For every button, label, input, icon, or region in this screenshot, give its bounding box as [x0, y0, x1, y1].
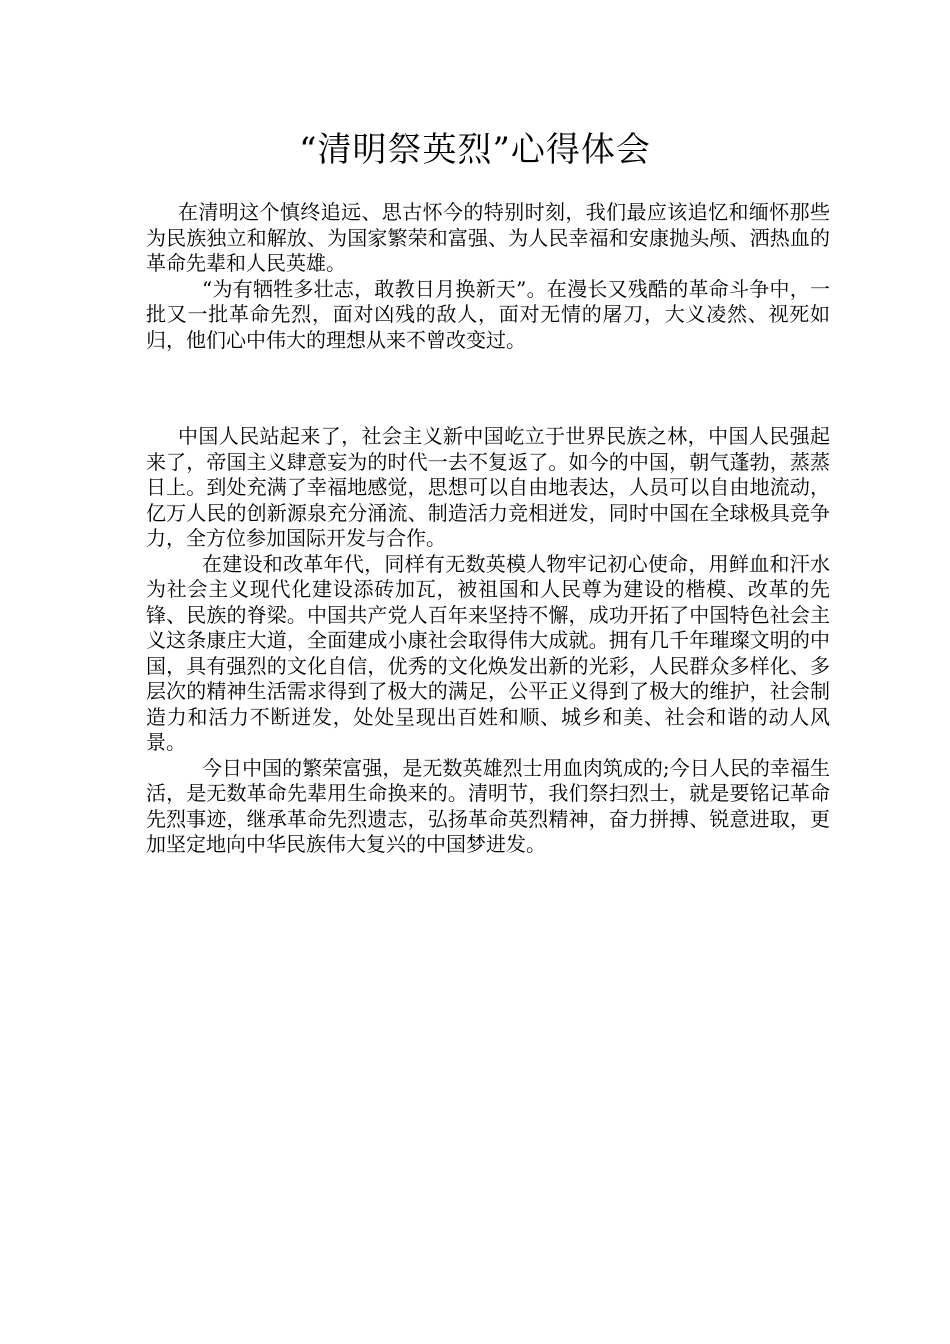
- paragraph-5: 今日中国的繁荣富强，是无数英雄烈士用血肉筑成的;今日人民的幸福生活，是无数革命先辈用生命换来的。清明节，我们祭扫烈士，就是要铭记革命先烈事迹，继承革命先烈遗志，弘扬革命英烈精神，奋力拼搏、锐意进取，更加坚定地向中华民族伟大复兴的中国梦进发。: [146, 755, 830, 856]
- text-block-lower: [146, 424, 830, 858]
- paragraph-1: 在清明这个慎终追远、思古怀今的特别时刻，我们最应该追忆和缅怀那些为民族独立和解放、为国家繁荣和富强、为人民幸福和安康抛头颅、洒热血的革命先辈和人民英雄。: [146, 200, 830, 275]
- paragraph-4: 在建设和改革年代，同样有无数英模人物牢记初心使命，用鲜血和汗水为社会主义现代化建设添砖加瓦，被祖国和人民尊为建设的楷模、改革的先锋、民族的脊梁。中国共产党人百年来坚持不懈，成功开拓了中国特色社会主义这条康庄大道，全面建成小康社会取得伟大成就。拥有几千年璀璨文明的中国，具有强烈的文化自信，优秀的文化焕发出新的光彩，人民群众多样化、多层次的精神生活需求得到了极大的满足，公平正义得到了极大的维护，社会制造力和活力不断迸发，处处呈现出百姓和顺、城乡和美、社会和谐的动人风景。: [146, 551, 830, 754]
- text-block-upper: [146, 200, 830, 353]
- paragraph-3: 中国人民站起来了，社会主义新中国屹立于世界民族之林，中国人民强起来了，帝国主义肆意妄为的时代一去不复返了。如今的中国，朝气蓬勃，蒸蒸日上。到处充满了幸福地感觉，思想可以自由地表达，人员可以自由地流动，亿万人民的创新源泉充分涌流、制造活力竞相迸发，同时中国在全球极具竞争力，全方位参加国际开发与合作。: [146, 424, 830, 550]
- paragraph-2: “为有牺牲多壮志，敢教日月换新天”。在漫长又残酷的革命斗争中，一批又一批革命先烈，面对凶残的敌人，面对无情的屠刀，大义凌然、视死如归，他们心中伟大的理想从来不曾改变过。: [146, 276, 830, 352]
- document-title: “清明祭英烈”心得体会: [299, 130, 651, 170]
